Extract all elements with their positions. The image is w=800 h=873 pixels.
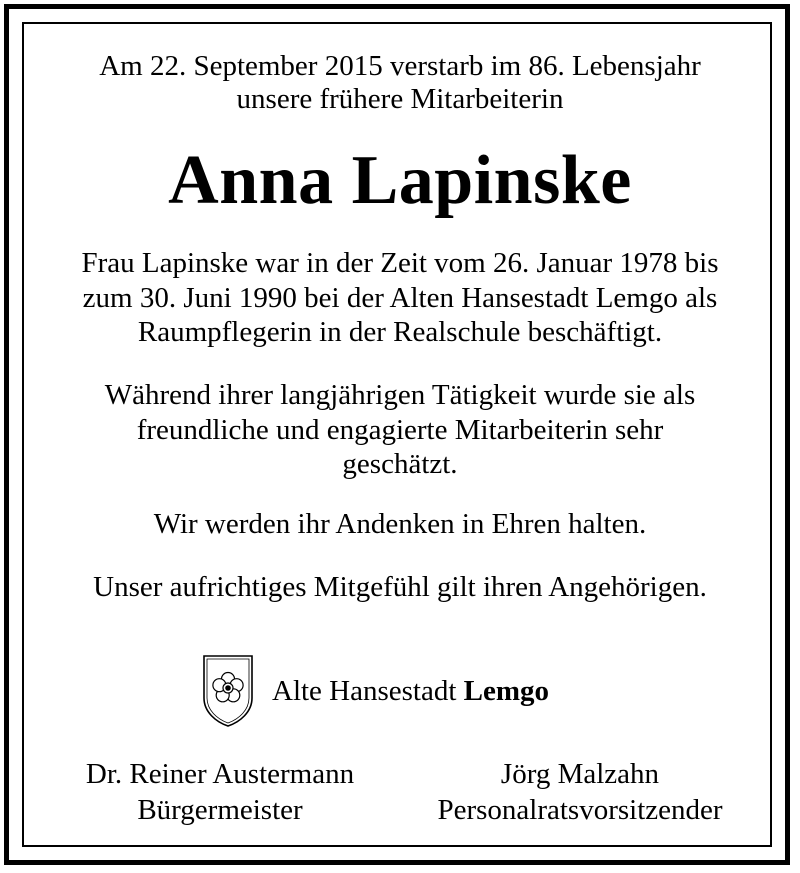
signatory-title: Bürgermeister	[137, 794, 303, 826]
signatory-name: Dr. Reiner Austermann	[85, 758, 355, 790]
intro-line-1: Am 22. September 2015 verstarb im 86. Lebensjahr	[99, 50, 701, 82]
signatory-title: Personalratsvorsitzender	[437, 794, 723, 826]
employment-line-1: Frau Lapinske war in der Zeit vom 26. Januar 1978 bis	[81, 247, 719, 279]
organization-name-bold: Lemgo	[463, 675, 550, 707]
employment-line-2: zum 30. Juni 1990 bei der Alten Hansestadt Lemgo als	[82, 281, 718, 314]
signatory-staff-council	[395, 756, 765, 828]
signatory-name: Jörg Malzahn	[500, 758, 660, 790]
organization-logo-row	[0, 654, 800, 730]
rose-crest-icon	[202, 654, 254, 728]
appreciation-line-3: geschätzt.	[342, 448, 458, 480]
signatory-mayor	[40, 756, 400, 828]
appreciation-paragraph	[0, 378, 800, 482]
employment-paragraph	[0, 246, 800, 350]
appreciation-line-1: Während ihrer langjährigen Tätigkeit wurde sie als	[104, 379, 696, 411]
intro-text	[0, 50, 800, 116]
employment-line-3: Raumpflegerin in der Realschule beschäftigt.	[137, 316, 663, 348]
organization-name	[272, 674, 549, 708]
deceased-name: Anna Lapinske	[168, 142, 632, 219]
organization-name-regular: Alte Hansestadt	[272, 675, 464, 707]
remembrance-text: Wir werden ihr Andenken in Ehren halten.	[153, 508, 647, 540]
intro-line-2: unsere frühere Mitarbeiterin	[236, 83, 564, 115]
condolence-text: Unser aufrichtiges Mitgefühl gilt ihren Angehörigen.	[93, 571, 707, 603]
appreciation-line-2: freundliche und engagierte Mitarbeiterin sehr	[136, 413, 664, 446]
